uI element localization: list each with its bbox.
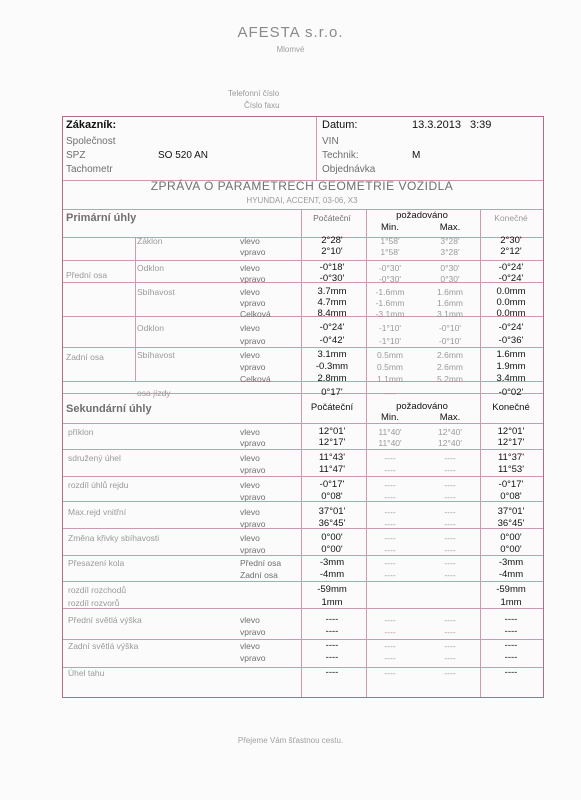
secondary-cell-max: ---- <box>444 627 456 637</box>
secondary-cell-min: ---- <box>384 615 396 625</box>
secondary-cell-side: vlevo <box>240 427 260 437</box>
secondary-cell-end: -59mm <box>496 584 526 595</box>
primary-cell-min: 1°58' <box>380 247 400 257</box>
secondary-cell-max: ---- <box>444 507 456 517</box>
primary-cell-max: -0°10' <box>438 323 462 333</box>
secondary-cell-min: ---- <box>384 545 396 555</box>
secondary-cell-param: Změna křivky sbíhavosti <box>68 533 160 543</box>
secondary-cell-side: vlevo <box>240 641 260 651</box>
secondary-cell-start: ---- <box>325 652 339 663</box>
secondary-cell-max: 12°40' <box>438 427 462 437</box>
secondary-cell-param: Max.rejd vnitřní <box>68 507 127 517</box>
secondary-cell-max: ---- <box>444 465 456 475</box>
primary-cell-max: -0°10' <box>438 336 462 346</box>
primary-cell-max: 3°28' <box>440 247 460 257</box>
secondary-cell-min: ---- <box>384 641 396 651</box>
primary-cell-side: Celková <box>240 374 271 384</box>
primary-cell-min: -0°30' <box>378 263 402 273</box>
primary-cell-side: vpravo <box>240 362 266 372</box>
primary-cell-start: -0.3mm <box>315 361 349 372</box>
primary-cell-param: Záklon <box>137 236 163 246</box>
primary-col-min: Min. <box>381 222 399 233</box>
secondary-cell-end: ---- <box>504 614 518 625</box>
secondary-cell-min: 11°40' <box>378 438 402 448</box>
secondary-cell-min: ---- <box>384 507 396 517</box>
primary-cell-param: osa jízdy <box>137 388 171 398</box>
primary-cell-side: vpravo <box>240 298 266 308</box>
primary-cell-start: 2°28' <box>321 235 343 246</box>
primary-cell-min: 0.5mm <box>377 350 403 360</box>
primary-cell-side: Celková <box>240 309 271 319</box>
secondary-cell-side: vpravo <box>240 627 266 637</box>
secondary-cell-max: ---- <box>444 545 456 555</box>
secondary-cell-end: 36°45' <box>497 518 525 529</box>
primary-cell-max: 3.1mm <box>437 309 463 319</box>
secondary-col-max: Max. <box>439 412 461 423</box>
secondary-cell-side: vpravo <box>240 438 266 448</box>
primary-cell-end: 0.0mm <box>496 308 526 319</box>
secondary-heading: Sekundární úhly <box>66 403 152 415</box>
primary-cell-min: -0°30' <box>378 274 402 284</box>
company-name: AFESTA s.r.o. <box>237 24 344 41</box>
secondary-cell-side: vpravo <box>240 653 266 663</box>
primary-cell-max: 1.6mm <box>437 298 463 308</box>
technician-value: M <box>412 150 421 161</box>
secondary-cell-param: příklon <box>68 427 94 437</box>
secondary-cell-side: vpravo <box>240 519 266 529</box>
secondary-col-min: Min. <box>381 412 399 423</box>
primary-cell-side: vlevo <box>240 287 260 297</box>
primary-cell-max: 2.6mm <box>437 362 463 372</box>
primary-cell-end: 1.9mm <box>496 361 526 372</box>
spz-value: SO 520 AN <box>158 150 209 161</box>
primary-cell-param: Sbíhavost <box>137 350 175 360</box>
primary-cell-start: -0°18' <box>319 262 345 273</box>
primary-cell-start: 4.7mm <box>317 297 347 308</box>
primary-col-start: Počáteční <box>313 213 351 223</box>
primary-cell-max: 1.6mm <box>437 287 463 297</box>
primary-cell-min: ---- <box>384 388 396 398</box>
primary-cell-end: -0°24' <box>498 322 524 333</box>
secondary-cell-min: 11°40' <box>378 427 402 437</box>
secondary-cell-param: Zadní světlá výška <box>68 641 139 651</box>
secondary-cell-end: 1mm <box>500 597 522 608</box>
secondary-cell-end: 12°17' <box>497 437 525 448</box>
secondary-cell-min: ---- <box>384 533 396 543</box>
primary-cell-end: 2°30' <box>500 235 522 246</box>
secondary-cell-side: vpravo <box>240 465 266 475</box>
secondary-cell-start: 36°45' <box>318 518 346 529</box>
secondary-cell-max: ---- <box>444 570 456 580</box>
secondary-cell-end: -4mm <box>498 569 524 580</box>
secondary-col-start: Počáteční <box>310 402 354 413</box>
secondary-cell-max: ---- <box>444 533 456 543</box>
primary-cell-min: -1°10' <box>378 336 402 346</box>
primary-cell-max: 0°30' <box>440 263 460 273</box>
primary-heading: Primární úhly <box>66 212 137 224</box>
rear-axle-label: Zadní osa <box>66 352 104 362</box>
secondary-cell-end: -0°17' <box>498 479 524 490</box>
secondary-cell-start: 11°47' <box>318 464 346 475</box>
primary-cell-side: vpravo <box>240 336 266 346</box>
secondary-cell-start: -59mm <box>317 584 347 595</box>
primary-cell-end: -0°24' <box>498 273 524 284</box>
primary-cell-side: vpravo <box>240 274 266 284</box>
primary-cell-start: 8.4mm <box>317 308 347 319</box>
primary-cell-end: -0°02' <box>498 387 524 398</box>
secondary-cell-end: ---- <box>504 667 518 678</box>
secondary-cell-start: -3mm <box>319 557 345 568</box>
secondary-cell-max: 12°40' <box>438 438 462 448</box>
secondary-cell-side: vlevo <box>240 507 260 517</box>
primary-cell-param: Sbíhavost <box>137 287 175 297</box>
secondary-cell-side: Zadní osa <box>240 570 278 580</box>
secondary-cell-min: ---- <box>384 570 396 580</box>
order-label: Objednávka <box>322 164 376 175</box>
secondary-cell-start: -0°17' <box>319 479 345 490</box>
secondary-cell-param: rozdíl úhlů rejdu <box>68 480 129 490</box>
secondary-cell-param: Přesazení kola <box>68 558 125 568</box>
primary-cell-end: 2°12' <box>500 246 522 257</box>
primary-cell-max: 3°28' <box>440 236 460 246</box>
technician-label: Technik: <box>322 150 359 161</box>
secondary-cell-max: ---- <box>444 558 456 568</box>
primary-cell-end: 0.0mm <box>496 286 526 297</box>
secondary-cell-start: ---- <box>325 640 339 651</box>
primary-cell-start: 2°10' <box>321 246 343 257</box>
secondary-cell-end: 0°00' <box>500 544 522 555</box>
secondary-cell-start: 12°17' <box>318 437 346 448</box>
secondary-col-end: Konečné <box>492 402 530 413</box>
primary-cell-end: 3.4mm <box>496 373 526 384</box>
secondary-cell-param: Přední světlá výška <box>68 615 142 625</box>
primary-cell-end: -0°24' <box>498 262 524 273</box>
primary-cell-max: 0°30' <box>440 274 460 284</box>
secondary-cell-side: vlevo <box>240 480 260 490</box>
secondary-cell-param: rozdíl rozvorů <box>68 598 120 608</box>
company-field-label: Společnost <box>66 136 116 147</box>
secondary-cell-max: ---- <box>444 519 456 529</box>
primary-cell-min: 0.5mm <box>377 362 403 372</box>
primary-cell-min: -1.6mm <box>375 287 405 297</box>
primary-cell-side: vlevo <box>240 350 260 360</box>
date-label: Datum: <box>322 119 358 131</box>
secondary-cell-min: ---- <box>384 653 396 663</box>
footer-text: Přejeme Vám šťastnou cestu. <box>237 736 344 745</box>
secondary-cell-end: 11°37' <box>497 452 525 463</box>
secondary-cell-end: ---- <box>504 640 518 651</box>
report-subtitle: HYUNDAI, ACCENT, 03-06, X3 <box>246 196 358 205</box>
secondary-cell-side: Přední osa <box>240 558 282 568</box>
secondary-cell-start: 0°00' <box>321 532 343 543</box>
spz-label: SPZ <box>66 150 86 161</box>
customer-label: Zákazník: <box>66 119 117 131</box>
tachometer-label: Tachometr <box>66 164 113 175</box>
primary-cell-start: 2.8mm <box>317 373 347 384</box>
secondary-cell-start: 0°00' <box>321 544 343 555</box>
secondary-col-required: požadováno <box>396 401 448 412</box>
secondary-cell-side: vpravo <box>240 545 266 555</box>
fax-label: Číslo faxu <box>244 101 280 110</box>
primary-cell-start: -0°42' <box>319 335 345 346</box>
primary-cell-start: -0°30' <box>319 273 345 284</box>
primary-cell-side: vpravo <box>240 247 266 257</box>
secondary-cell-start: 11°43' <box>318 452 346 463</box>
secondary-cell-param: sdružený úhel <box>68 453 121 463</box>
primary-cell-side: vlevo <box>240 263 260 273</box>
secondary-cell-max: ---- <box>444 653 456 663</box>
secondary-cell-min: ---- <box>384 465 396 475</box>
secondary-cell-min: ---- <box>384 492 396 502</box>
primary-cell-start: 3.1mm <box>317 349 347 360</box>
secondary-cell-max: ---- <box>444 668 456 678</box>
secondary-cell-max: ---- <box>444 615 456 625</box>
primary-cell-min: -3.1mm <box>375 309 405 319</box>
primary-cell-start: 3.7mm <box>317 286 347 297</box>
secondary-cell-min: ---- <box>384 519 396 529</box>
primary-cell-param: Odklon <box>137 263 164 273</box>
secondary-cell-side: vpravo <box>240 492 266 502</box>
secondary-cell-start: 0°08' <box>321 491 343 502</box>
date-value: 13.3.2013 <box>412 119 461 131</box>
secondary-cell-max: ---- <box>444 480 456 490</box>
secondary-cell-start: 12°01' <box>318 426 346 437</box>
time-value: 3:39 <box>470 119 492 131</box>
primary-cell-side: vlevo <box>240 323 260 333</box>
phone-label: Telefonní číslo <box>228 89 280 98</box>
secondary-cell-end: ---- <box>504 652 518 663</box>
secondary-cell-max: ---- <box>444 492 456 502</box>
front-axle-label: Přední osa <box>66 270 108 280</box>
secondary-cell-min: ---- <box>384 558 396 568</box>
secondary-cell-start: 1mm <box>321 597 343 608</box>
vin-label: VIN <box>322 136 339 147</box>
primary-cell-side: vlevo <box>240 236 260 246</box>
secondary-cell-end: 11°53' <box>497 464 525 475</box>
secondary-cell-param: rozdíl rozchodů <box>68 585 127 595</box>
secondary-cell-end: 0°08' <box>500 491 522 502</box>
primary-cell-end: 1.6mm <box>496 349 526 360</box>
primary-cell-min: 1°58' <box>380 236 400 246</box>
primary-cell-end: 0.0mm <box>496 297 526 308</box>
secondary-cell-start: ---- <box>325 614 339 625</box>
secondary-cell-param: Úhel tahu <box>68 668 105 678</box>
primary-cell-end: -0°36' <box>498 335 524 346</box>
secondary-cell-end: 37°01' <box>497 506 525 517</box>
primary-col-max: Max. <box>439 222 461 233</box>
report-title: ZPRÁVA O PARAMETRECH GEOMETRIE VOZIDLA <box>150 179 454 193</box>
secondary-cell-start: ---- <box>325 667 339 678</box>
primary-cell-max: 5.2mm <box>437 374 463 384</box>
secondary-cell-end: -3mm <box>498 557 524 568</box>
primary-col-required: požadováno <box>396 210 448 221</box>
secondary-cell-end: 0°00' <box>500 532 522 543</box>
primary-cell-max: 2.6mm <box>437 350 463 360</box>
secondary-cell-min: ---- <box>384 453 396 463</box>
secondary-cell-start: ---- <box>325 626 339 637</box>
secondary-cell-min: ---- <box>384 627 396 637</box>
primary-cell-start: -0°24' <box>319 322 345 333</box>
company-city: Mlomvé <box>276 45 305 54</box>
secondary-cell-side: vlevo <box>240 533 260 543</box>
primary-cell-min: -1.6mm <box>375 298 405 308</box>
secondary-cell-start: 37°01' <box>318 506 346 517</box>
primary-cell-min: -1°10' <box>378 323 402 333</box>
secondary-cell-min: ---- <box>384 480 396 490</box>
secondary-cell-side: vlevo <box>240 453 260 463</box>
secondary-cell-end: ---- <box>504 626 518 637</box>
primary-cell-param: Odklon <box>137 323 164 333</box>
secondary-cell-start: -4mm <box>319 569 345 580</box>
primary-cell-min: 1.1mm <box>377 374 403 384</box>
secondary-cell-max: ---- <box>444 641 456 651</box>
secondary-cell-max: ---- <box>444 453 456 463</box>
secondary-cell-side: vlevo <box>240 615 260 625</box>
primary-col-end: Konečné <box>494 213 528 223</box>
primary-cell-start: 0°17' <box>321 387 343 398</box>
secondary-cell-min: ---- <box>384 668 396 678</box>
secondary-cell-end: 12°01' <box>497 426 525 437</box>
